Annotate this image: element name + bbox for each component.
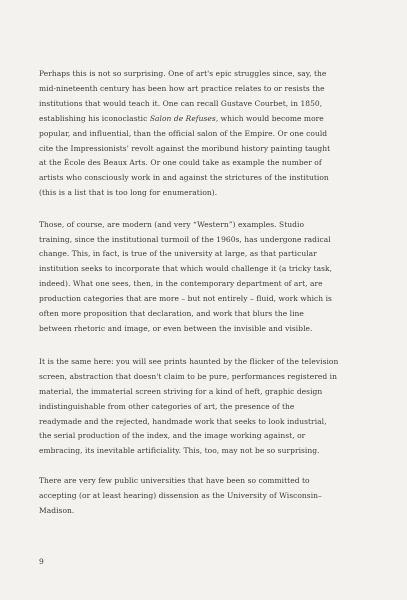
body-text [39, 67, 339, 536]
salon-de-refuses-title: Salon de Refuses [149, 113, 216, 123]
paragraph-1-text-start: Perhaps this is not so surprising. One of art's epic struggles since, say, the mid-nineteenth century has been how art practice relates to or resists the institutions that would teach it. One can recall Gustave Courbet, in 1850, establishing his iconoclastic [39, 69, 327, 123]
paragraph-4: There are very few public universities that have been so committed to accepting (or at least hearing) dissension as the University of Wisconsin–Madison. [39, 476, 322, 516]
paragraph-2: Those, of course, are modern (and very “Western”) examples. Studio training, since the institutional turmoil of the 1960s, has undergone radical change. This, in fact, is true of the university at large, as that particular institution seeks to incorporate that which would challenge it (a tricky task, indeed). What one sees, then, in the contemporary department of art, are production categories that are more – but not entirely – fluid, work which is often more proposition that declaration, and work that blurs the line between rhetoric and image, or even between the invisible and visible. [39, 219, 333, 333]
page-number: 9 [39, 557, 44, 566]
paragraph-1-text-end: , which would become more popular, and influential, than the official salon of the Empire. Or one could cite the Impressionists' revolt against the moribund history painting taught at the École des Beaux Arts. Or one could take as example the number of artists who consciously work in and against the strictures of the institution (this is a list that is too long for enumeration). [39, 113, 331, 198]
paragraph-1 [39, 67, 339, 201]
paragraph-3: It is the same here: you will see prints haunted by the flicker of the television screen, abstraction that doesn't claim to be pure, performances registered in material, the immaterial screen striving for a kind of heft, graphic design indistinguishable from other categories of art, the presence of the readymade and the rejected, handmade work that seeks to look industrial, the serial production of the index, and the image working against, or embracing, its inevitable artificiality. This, too, may not be so surprising. [39, 356, 339, 456]
